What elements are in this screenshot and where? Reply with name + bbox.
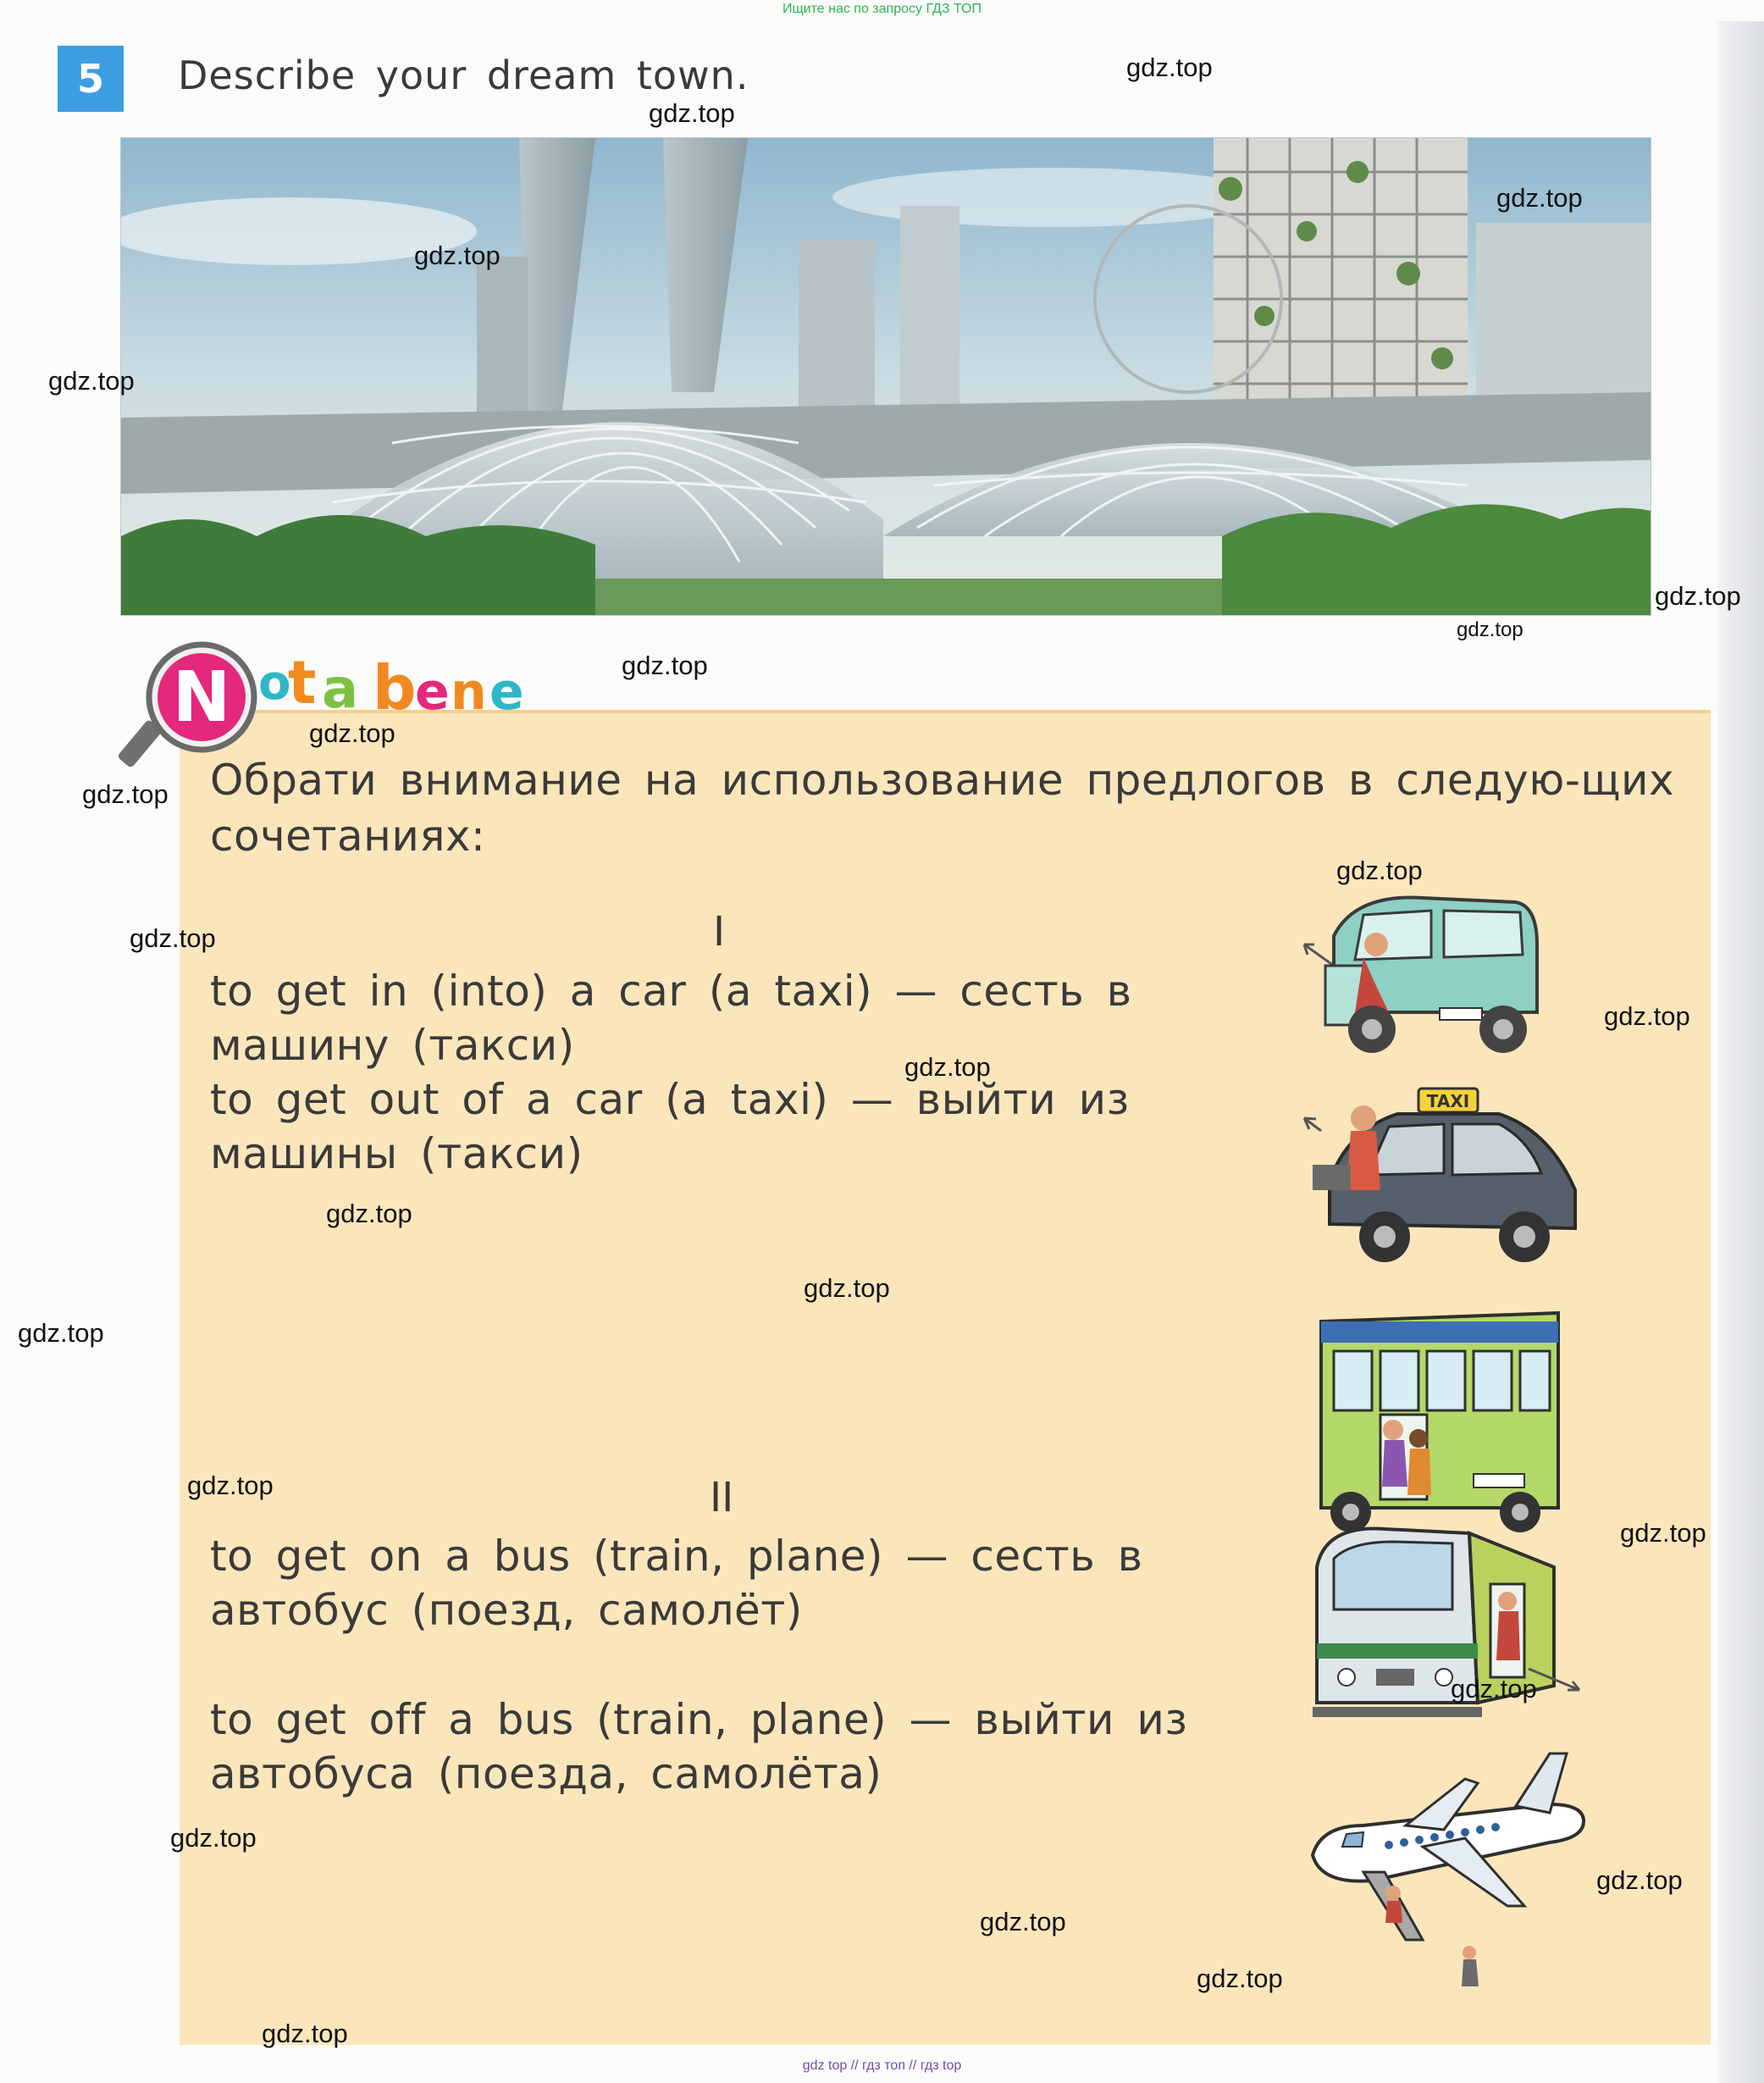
watermark: gdz.top — [1451, 1674, 1537, 1704]
watermark: gdz.top — [622, 651, 708, 680]
train-illustration — [1300, 1516, 1588, 1740]
phrase-get-off: to get off a bus (train, plane) — выйти из автобуса (поезда, самолёта) — [210, 1695, 1188, 1798]
svg-text:e: e — [489, 662, 524, 722]
watermark: gdz.top — [1457, 618, 1523, 641]
watermark: gdz.top — [1336, 856, 1423, 885]
svg-text:t: t — [288, 648, 317, 717]
watermark: gdz.top — [326, 1199, 412, 1228]
watermark: gdz.top — [1197, 1964, 1283, 1993]
watermark: gdz.top — [309, 718, 395, 748]
group-numeral-2: II — [710, 1474, 734, 1521]
svg-text:b: b — [373, 652, 417, 723]
task-instruction: Describe your dream town. — [178, 53, 749, 98]
nota-bene-intro: Обрати внимание на использование предлогов в следую-щих сочетаниях: — [210, 756, 1675, 861]
magnifier-icon — [119, 645, 254, 768]
watermark: gdz.top — [130, 923, 216, 953]
watermark: gdz.top — [170, 1823, 257, 1853]
watermark: gdz.top — [904, 1052, 991, 1082]
svg-text:n: n — [451, 662, 487, 722]
page-edge — [1717, 21, 1764, 2083]
watermark: gdz.top — [1655, 581, 1741, 611]
footer-watermark[interactable]: gdz top // гдз топ // гдз top — [802, 2058, 962, 2073]
taxi-illustration — [1296, 1080, 1584, 1278]
plane-illustration — [1296, 1745, 1601, 2003]
watermark: gdz.top — [649, 98, 735, 128]
watermark: gdz.top — [1596, 1865, 1683, 1895]
phrase-get-out-of: to get out of a car (a taxi) — выйти из машины (такси) — [210, 1075, 1130, 1178]
watermark: gdz.top — [1496, 183, 1583, 213]
group-numeral-1: I — [713, 908, 726, 956]
watermark: gdz.top — [1620, 1518, 1706, 1548]
svg-text:a: a — [322, 658, 359, 721]
taxi-sign: TAXI — [1426, 1091, 1470, 1111]
watermark: gdz.top — [414, 241, 500, 270]
svg-text:N: N — [172, 657, 231, 738]
svg-text:o: o — [258, 656, 291, 711]
watermark: gdz.top — [804, 1273, 890, 1303]
watermark: gdz.top — [1604, 1001, 1690, 1031]
dream-town-illustration — [120, 137, 1651, 616]
watermark: gdz.top — [48, 366, 135, 396]
bus-illustration — [1313, 1305, 1567, 1545]
watermark: gdz.top — [82, 779, 169, 809]
cube-building — [1214, 138, 1468, 418]
phrase-get-on: to get on a bus (train, plane) — сесть в автобус (поезд, самолёт) — [210, 1532, 1143, 1635]
watermark: gdz.top — [980, 1907, 1066, 1936]
top-banner[interactable]: Ищите нас по запросу ГДЗ ТОП — [782, 2, 982, 16]
svg-text:e: e — [415, 662, 450, 722]
watermark: gdz.top — [262, 2019, 348, 2048]
car-illustration — [1296, 885, 1550, 1066]
watermark: gdz.top — [1126, 53, 1213, 82]
watermark: gdz.top — [18, 1318, 104, 1348]
phrase-get-in: to get in (into) a car (a taxi) — сесть в машину (такси) — [210, 967, 1132, 1070]
task-number-badge: 5 — [58, 46, 124, 112]
watermark: gdz.top — [187, 1471, 274, 1500]
